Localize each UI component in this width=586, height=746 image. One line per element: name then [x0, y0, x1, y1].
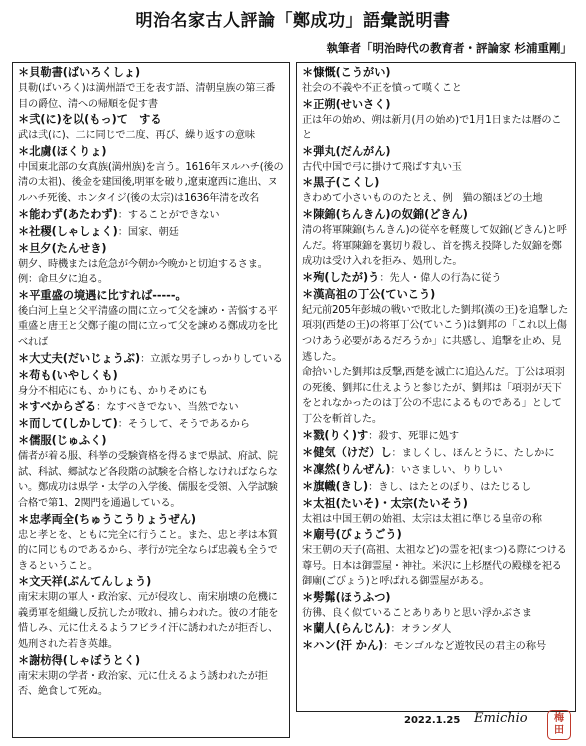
glossary-entry — [302, 207, 571, 270]
glossary-entry — [18, 368, 285, 400]
glossary-definition: 朝夕、時機または危急が今朝か今晩かと切迫するさま。例：命旦夕に迫る。 — [18, 258, 268, 286]
glossary-definition: ：きし、はたとのぼり、はたじるし — [368, 481, 532, 493]
glossary-definition: 彷彿、良く似ていることありありと思い浮かぶさま — [302, 607, 532, 619]
glossary-definition: 後白河上皇と父平清盛の間に立って父を諫め・苦悩する平重盛と唐王と父鄭子龍の間に立って父を諫める鄭成功を比べれば — [18, 305, 278, 348]
glossary-definition: ：オランダ人 — [390, 624, 452, 636]
glossary-definition: 中国東北部の女真族(満州族)を言う。1616年ヌルハチ(後の清の太祖)、後金を建国後,明軍を破り,遼東遼西に進出、ヌルハチ死後、ホンタイジ(後の太宗)は1636年清を改名 — [18, 161, 284, 204]
document-title: 明治名家古人評論「鄭成功」語彙説明書 — [135, 11, 451, 31]
glossary-definition: 古代中国で弓に掛けて飛ばす丸い玉 — [302, 161, 462, 173]
glossary-definition: 武は弐(に)、二に同じで二度、再び、繰り返すの意味 — [18, 130, 255, 142]
glossary-definition: 貝勒(ばいろく)は満州語で王を表す語、清朝皇族の第三番目の爵位、清への帰順を促す書 — [18, 83, 276, 110]
glossary-entry — [302, 590, 571, 622]
glossary-term: ＊旗幟(きし) — [302, 479, 369, 493]
glossary-term: ＊弾丸(だんがん) — [302, 144, 391, 158]
glossary-entry — [302, 65, 571, 97]
glossary-entry — [302, 527, 571, 590]
glossary-definition: 太祖は中国王朝の始祖、太宗は太祖に準じる皇帝の称 — [302, 513, 542, 525]
glossary-term: ＊苟も(いやしくも) — [18, 368, 118, 382]
glossary-term: ＊社稷(しゃしょく) — [18, 224, 118, 238]
glossary-definition: ：いさましい、りりしい — [390, 464, 503, 476]
glossary-term: ＊大丈夫(だいじょうぶ) — [18, 351, 141, 365]
glossary-term: ＊戮(りく)す — [302, 428, 369, 442]
glossary-term: ＊平重盛の境遇に比すれば-----。 — [18, 288, 187, 302]
glossary-term: ＊殉(したが)う — [302, 270, 380, 284]
glossary-entry — [18, 351, 285, 368]
glossary-term: ＊文天祥(ぶんてんしょう) — [18, 575, 152, 589]
glossary-entry — [302, 270, 571, 287]
glossary-entry — [302, 428, 571, 445]
glossary-term: ＊太祖(たいそ)・太宗(たいそう) — [302, 496, 468, 510]
seal-character: 梅 — [554, 713, 564, 724]
glossary-term: ＊すべからざる — [18, 400, 97, 414]
glossary-term: ＊儒服(じゅふく) — [18, 434, 107, 448]
glossary-term: ＊而して(しかして) — [18, 417, 118, 431]
glossary-definition: 身分不相応にも、かりにも、かりそめにも — [18, 385, 208, 397]
left-column — [12, 62, 290, 738]
glossary-definition: 清の将軍陳錦(ちんきん)の従卒を軽蔑して奴錦(どきん)と呼んだ。将軍陳錦を裏切り殺し、首を携え投降した奴錦を鄭成功は受け入れを拒み、処刑した。 — [302, 224, 567, 268]
glossary-entry — [18, 512, 285, 575]
glossary-term: ＊慷慨(こうがい) — [302, 66, 391, 79]
glossary-definition: ：ましくし、ほんとうに、たしかに — [391, 447, 555, 459]
glossary-entry — [18, 241, 285, 288]
glossary-term: ＊能わず(あたわず) — [18, 207, 118, 221]
glossary-entry — [302, 144, 571, 176]
glossary-entry — [302, 287, 571, 428]
glossary-entry — [302, 462, 571, 479]
glossary-term: ＊廟号(びょうごう) — [302, 528, 402, 542]
glossary-definition: ：先人・偉人の行為に従う — [379, 272, 502, 284]
glossary-definition: 儒者が着る服、科挙の受験資格を得るまで県試、府試、院試、科試、郷試など各段階の試験を合格しなければならない。鄭成功は県学・太学の入学後、儒服を受領、入学試験合格で第1、2関門を通過している。 — [18, 451, 278, 509]
glossary-definition: 紀元前205年彭城の戦いで敗北した劉邦(漢の王)を追撃した項羽(西楚の王)の将軍丁公(ていこう)は劉邦の「これ以上傷つけあう必要があるだろうか」に共感し、追撃を止め、見逃した。 命拾いした劉邦は反撃,西楚を滅亡に追込んだ。丁公は項羽の死後、劉邦に仕えようと参じたが、劉邦は「項羽が天下をとれなかったのは丁公の不忠によるものである」として丁公を斬首した。 — [302, 304, 569, 425]
glossary-entry — [18, 433, 285, 511]
glossary-definition: ：国家、朝廷 — [117, 226, 179, 238]
glossary-term: ＊正朔(せいさく) — [302, 97, 391, 111]
glossary-entry — [302, 445, 571, 462]
glossary-definition: 南宋末期の学者・政治家、元に仕えるよう誘われたが拒否、絶食して死ぬ。 — [18, 670, 268, 698]
glossary-term: ＊健気（けだ）し — [302, 445, 392, 459]
glossary-term: ＊旦夕(たんせき) — [18, 241, 107, 255]
glossary-entry — [18, 144, 285, 207]
glossary-entry — [18, 399, 285, 416]
glossary-entry — [18, 224, 285, 241]
glossary-entry — [18, 574, 285, 652]
glossary-definition: ：なすべきでない、当然でない — [96, 402, 239, 414]
glossary-definition: 正は年の始め、朔は新月(月の始め)で1月1日または暦のこと — [302, 114, 562, 142]
seal-character: 田 — [554, 725, 564, 736]
glossary-definition: ：そうして、そうであるから — [117, 419, 250, 431]
glossary-term: ＊弐(に)を以(もっ)て する — [18, 113, 162, 127]
author-line: 執筆者「明治時代の教育者・評論家 杉浦重剛」 — [326, 41, 572, 55]
glossary-term: ＊漢高祖の丁公(ていこう) — [302, 287, 436, 301]
glossary-entry — [18, 653, 285, 700]
glossary-definition: 社会の不義や不正を憤って嘆くこと — [302, 83, 462, 94]
glossary-entry — [18, 207, 285, 224]
glossary-entry — [18, 416, 285, 433]
glossary-definition: きわめて小さいもののたとえ、例 猫の額ほどの土地 — [302, 193, 543, 205]
glossary-entry — [18, 288, 285, 351]
glossary-definition: 忠と孝とを、ともに完全に行うこと。また、忠と孝は本質的に同じものであるから、孝行が完全ならば忠義も全うできるということ。 — [18, 529, 278, 572]
glossary-term: ＊忠孝両全(ちゅうこうりょうぜん) — [18, 512, 197, 526]
glossary-definition: ：殺す、死罪に処す — [368, 430, 460, 442]
glossary-entry — [302, 496, 571, 528]
glossary-entry — [302, 638, 571, 655]
glossary-term: ＊謝枋得(しゃぼうとく) — [18, 653, 141, 667]
glossary-term: ＊蘭人(らんじん) — [302, 622, 391, 636]
glossary-definition: 宋王朝の天子(高祖、太祖など)の霊を祀(まつ)る際につける尊号。日本は御霊屋・神社。米沢に上杉歴代の殿様を祀る御廟(ごびょう)と呼ばれる御霊屋がある。 — [302, 545, 567, 588]
glossary-term: ＊黒子(こくし) — [302, 176, 380, 190]
glossary-entry — [302, 175, 571, 207]
glossary-definition: ：することができない — [117, 209, 220, 221]
glossary-definition: 南宋末期の軍人・政治家、元が侵攻し、南宋崩壊の危機に義勇軍を組織し反抗したが敗れ、捕らわれた。彼の才能を惜しみ、元に仕えるようフビライ汗に誘われたが拒否し、処刑された若き英雄。 — [18, 592, 279, 651]
seal-stamp — [547, 710, 571, 740]
glossary-definition: ：モンゴルなど遊牧民の君主の称号 — [383, 641, 547, 653]
glossary-entry — [18, 112, 285, 144]
glossary-entry — [302, 621, 571, 638]
glossary-entry — [302, 479, 571, 496]
footer-date: 2022.1.25 — [404, 715, 461, 726]
glossary-term: ＊北虜(ほくりょ) — [18, 144, 107, 158]
glossary-definition: ：立派な男子しっかりしている — [140, 353, 283, 365]
signature: Emichio — [474, 711, 528, 726]
glossary-entry — [18, 65, 285, 112]
glossary-term: ＊ハン(汗 かん) — [302, 639, 384, 653]
glossary-term: ＊貝勒書(ばいろくしょ) — [18, 66, 141, 79]
glossary-term: ＊凜然(りんぜん) — [302, 462, 391, 476]
right-column — [296, 62, 576, 712]
glossary-entry — [302, 97, 571, 144]
glossary-term: ＊陳錦(ちんきん)の奴錦(どきん) — [302, 207, 468, 221]
glossary-term: ＊髣髴(ほうふつ) — [302, 590, 391, 604]
